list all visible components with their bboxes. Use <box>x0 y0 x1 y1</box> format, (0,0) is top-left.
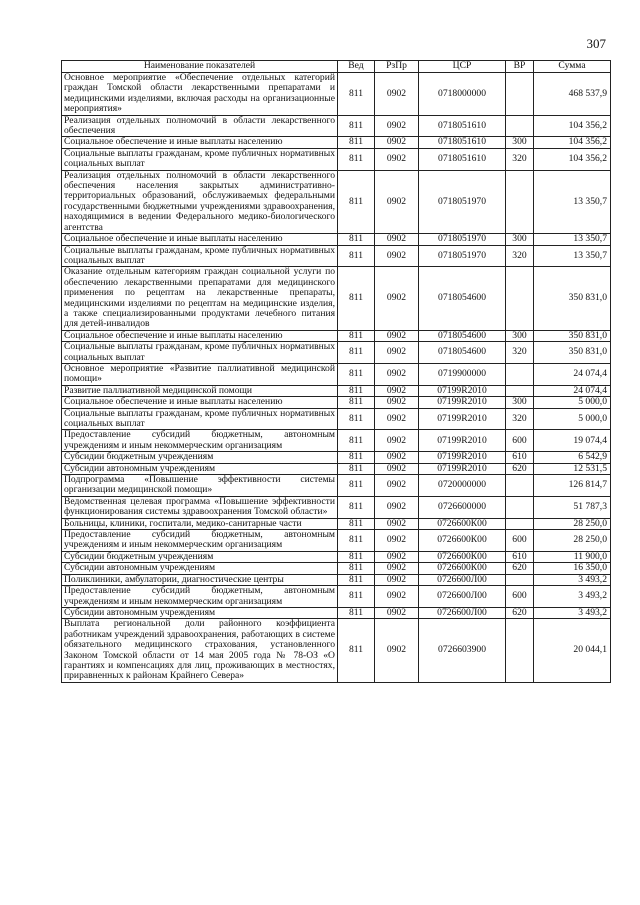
row-ved: 811 <box>338 245 375 267</box>
row-vr: 620 <box>506 463 534 474</box>
row-name: Оказание отдельным категориям граждан социальной услуги по обеспечению лекарственными препаратами для медицинского применения по рецептам на лекарственные препараты, медицинскими изделиями по рецептам на медицинские изделия, а также специализированными продуктами лечебного питания для детей-инвалидов <box>62 267 338 330</box>
row-sum: 13 350,7 <box>534 170 611 233</box>
row-name: Субсидии бюджетным учреждениям <box>62 551 338 562</box>
row-rzpr: 0902 <box>375 430 419 452</box>
row-vr <box>506 267 534 330</box>
row-sum: 104 356,2 <box>534 115 611 137</box>
row-vr: 620 <box>506 563 534 574</box>
row-rzpr: 0902 <box>375 551 419 562</box>
table-row <box>62 73 611 116</box>
row-rzpr: 0902 <box>375 496 419 518</box>
page-number: 307 <box>586 36 606 51</box>
row-sum: 3 493,2 <box>534 586 611 608</box>
table-row <box>62 245 611 267</box>
row-rzpr: 0902 <box>375 385 419 396</box>
row-rzpr: 0902 <box>375 148 419 170</box>
row-name: Социальное обеспечение и иные выплаты населению <box>62 234 338 245</box>
row-name: Социальные выплаты гражданам, кроме публичных нормативных социальных выплат <box>62 408 338 430</box>
row-sum: 5 000,0 <box>534 408 611 430</box>
row-csr: 0726600Л00 <box>419 574 506 585</box>
table-row <box>62 551 611 562</box>
row-ved: 811 <box>338 452 375 463</box>
row-ved: 811 <box>338 475 375 497</box>
row-vr <box>506 475 534 497</box>
row-ved: 811 <box>338 586 375 608</box>
table-row <box>62 363 611 385</box>
row-sum: 126 814,7 <box>534 475 611 497</box>
row-ved: 811 <box>338 551 375 562</box>
row-rzpr: 0902 <box>375 607 419 618</box>
row-ved: 811 <box>338 430 375 452</box>
row-name: Выплата региональной доли районного коэффициента работникам учреждений здравоохранения, работающих в системе обязательного медицинского страхования, установленного Законом Томской области от 14 мая 2005 года № 78-ОЗ «О гарантиях и компенсациях для лиц, проживающих в местностях, приравненных к районам Крайнего Севера» <box>62 619 338 682</box>
row-ved: 811 <box>338 115 375 137</box>
row-name: Социальные выплаты гражданам, кроме публичных нормативных социальных выплат <box>62 342 338 364</box>
row-rzpr: 0902 <box>375 330 419 341</box>
row-csr: 0718051970 <box>419 234 506 245</box>
row-csr: 0718054600 <box>419 342 506 364</box>
row-rzpr: 0902 <box>375 342 419 364</box>
row-ved: 811 <box>338 267 375 330</box>
row-csr: 0718051970 <box>419 245 506 267</box>
row-name: Предоставление субсидий бюджетным, автономным учреждениям и иным некоммерческим организациям <box>62 530 338 552</box>
row-name: Социальное обеспечение и иные выплаты населению <box>62 397 338 408</box>
table-row <box>62 137 611 148</box>
row-ved: 811 <box>338 574 375 585</box>
row-ved: 811 <box>338 397 375 408</box>
row-vr: 620 <box>506 607 534 618</box>
row-sum: 19 074,4 <box>534 430 611 452</box>
row-name: Предоставление субсидий бюджетным, автономным учреждениям и иным некоммерческим организациям <box>62 586 338 608</box>
row-vr: 320 <box>506 408 534 430</box>
row-vr: 300 <box>506 397 534 408</box>
row-csr: 07199R2010 <box>419 385 506 396</box>
row-csr: 0718054600 <box>419 267 506 330</box>
table-row <box>62 408 611 430</box>
table-row <box>62 170 611 233</box>
row-rzpr: 0902 <box>375 475 419 497</box>
row-csr: 07199R2010 <box>419 463 506 474</box>
table-row <box>62 607 611 618</box>
row-ved: 811 <box>338 330 375 341</box>
row-rzpr: 0902 <box>375 234 419 245</box>
row-name: Подпрограмма «Повышение эффективности системы организации медицинской помощи» <box>62 475 338 497</box>
row-rzpr: 0902 <box>375 170 419 233</box>
table-row <box>62 518 611 529</box>
row-sum: 350 831,0 <box>534 330 611 341</box>
row-rzpr: 0902 <box>375 563 419 574</box>
table-row <box>62 496 611 518</box>
table-row <box>62 330 611 341</box>
row-csr: 0726600Л00 <box>419 607 506 618</box>
row-ved: 811 <box>338 518 375 529</box>
row-rzpr: 0902 <box>375 530 419 552</box>
row-csr: 0726600Л00 <box>419 586 506 608</box>
row-sum: 51 787,3 <box>534 496 611 518</box>
row-sum: 104 356,2 <box>534 148 611 170</box>
row-rzpr: 0902 <box>375 452 419 463</box>
row-csr: 07199R2010 <box>419 408 506 430</box>
table-row <box>62 463 611 474</box>
table-row <box>62 148 611 170</box>
row-vr: 610 <box>506 551 534 562</box>
row-name: Реализация отдельных полномочий в области лекарственного обеспечения населения закрытых административно-территориальных образований, обслуживаемых федеральными государственными бюджетными учреждениями здравоохранения, находящимися в ведении Федерального медико-биологического агентства <box>62 170 338 233</box>
row-rzpr: 0902 <box>375 463 419 474</box>
row-csr: 0718051610 <box>419 115 506 137</box>
row-vr: 320 <box>506 148 534 170</box>
row-csr: 0719900000 <box>419 363 506 385</box>
row-vr <box>506 496 534 518</box>
row-csr: 0726600000 <box>419 496 506 518</box>
row-name: Социальное обеспечение и иные выплаты населению <box>62 330 338 341</box>
row-name: Поликлиники, амбулатории, диагностические центры <box>62 574 338 585</box>
row-ved: 811 <box>338 342 375 364</box>
header-csr: ЦСР <box>419 61 506 73</box>
row-rzpr: 0902 <box>375 267 419 330</box>
row-vr <box>506 574 534 585</box>
row-ved: 811 <box>338 408 375 430</box>
row-sum: 5 000,0 <box>534 397 611 408</box>
row-rzpr: 0902 <box>375 245 419 267</box>
row-sum: 12 531,5 <box>534 463 611 474</box>
row-vr <box>506 170 534 233</box>
table-row <box>62 475 611 497</box>
row-csr: 0718051610 <box>419 137 506 148</box>
row-name: Субсидии автономным учреждениям <box>62 463 338 474</box>
budget-table <box>61 60 611 683</box>
table-row <box>62 267 611 330</box>
row-vr: 610 <box>506 452 534 463</box>
header-vr: ВР <box>506 61 534 73</box>
table-row <box>62 452 611 463</box>
row-sum: 11 900,0 <box>534 551 611 562</box>
row-csr: 0718051970 <box>419 170 506 233</box>
row-ved: 811 <box>338 619 375 682</box>
table-row <box>62 115 611 137</box>
row-csr: 0726600К00 <box>419 551 506 562</box>
row-sum: 350 831,0 <box>534 342 611 364</box>
row-vr <box>506 73 534 116</box>
row-sum: 28 250,0 <box>534 530 611 552</box>
row-vr: 300 <box>506 137 534 148</box>
row-csr: 07199R2010 <box>419 397 506 408</box>
table-row <box>62 234 611 245</box>
row-rzpr: 0902 <box>375 574 419 585</box>
row-rzpr: 0902 <box>375 73 419 116</box>
row-name: Субсидии автономным учреждениям <box>62 607 338 618</box>
row-ved: 811 <box>338 496 375 518</box>
row-csr: 07199R2010 <box>419 430 506 452</box>
row-ved: 811 <box>338 463 375 474</box>
row-rzpr: 0902 <box>375 115 419 137</box>
row-csr: 07199R2010 <box>419 452 506 463</box>
row-vr <box>506 518 534 529</box>
row-name: Субсидии автономным учреждениям <box>62 563 338 574</box>
row-vr <box>506 363 534 385</box>
header-ved: Вед <box>338 61 375 73</box>
row-vr: 300 <box>506 234 534 245</box>
row-sum: 468 537,9 <box>534 73 611 116</box>
row-name: Социальные выплаты гражданам, кроме публичных нормативных социальных выплат <box>62 245 338 267</box>
table-row <box>62 530 611 552</box>
row-ved: 811 <box>338 563 375 574</box>
row-vr <box>506 619 534 682</box>
table-row <box>62 563 611 574</box>
header-rzpr: РзПр <box>375 61 419 73</box>
header-sum: Сумма <box>534 61 611 73</box>
row-rzpr: 0902 <box>375 619 419 682</box>
row-name: Ведомственная целевая программа «Повышение эффективности функционирования системы здравоохранения Томской области» <box>62 496 338 518</box>
row-csr: 0718051610 <box>419 148 506 170</box>
row-ved: 811 <box>338 148 375 170</box>
row-vr: 300 <box>506 330 534 341</box>
row-ved: 811 <box>338 137 375 148</box>
row-vr: 600 <box>506 530 534 552</box>
row-ved: 811 <box>338 607 375 618</box>
row-rzpr: 0902 <box>375 408 419 430</box>
row-csr: 0726600К00 <box>419 563 506 574</box>
row-csr: 0726600К00 <box>419 518 506 529</box>
row-sum: 24 074,4 <box>534 385 611 396</box>
row-ved: 811 <box>338 530 375 552</box>
row-sum: 3 493,2 <box>534 574 611 585</box>
row-rzpr: 0902 <box>375 397 419 408</box>
row-sum: 350 831,0 <box>534 267 611 330</box>
row-csr: 0726603900 <box>419 619 506 682</box>
table-row <box>62 619 611 682</box>
row-sum: 20 044,1 <box>534 619 611 682</box>
row-sum: 6 542,9 <box>534 452 611 463</box>
row-ved: 811 <box>338 73 375 116</box>
row-name: Развитие паллиативной медицинской помощи <box>62 385 338 396</box>
row-sum: 16 350,0 <box>534 563 611 574</box>
row-vr: 320 <box>506 245 534 267</box>
row-name: Основное мероприятие «Развитие паллиативной медицинской помощи» <box>62 363 338 385</box>
row-rzpr: 0902 <box>375 586 419 608</box>
row-csr: 0718054600 <box>419 330 506 341</box>
row-vr: 600 <box>506 586 534 608</box>
row-name: Основное мероприятие «Обеспечение отдельных категорий граждан Томской области лекарственными препаратами и медицинскими изделиями, включая расходы на организационные мероприятия» <box>62 73 338 116</box>
table-row <box>62 586 611 608</box>
row-sum: 13 350,7 <box>534 245 611 267</box>
row-sum: 28 250,0 <box>534 518 611 529</box>
row-rzpr: 0902 <box>375 518 419 529</box>
row-name: Субсидии бюджетным учреждениям <box>62 452 338 463</box>
row-ved: 811 <box>338 170 375 233</box>
row-name: Социальные выплаты гражданам, кроме публичных нормативных социальных выплат <box>62 148 338 170</box>
row-sum: 104 356,2 <box>534 137 611 148</box>
row-csr: 0720000000 <box>419 475 506 497</box>
row-rzpr: 0902 <box>375 363 419 385</box>
row-csr: 0718000000 <box>419 73 506 116</box>
row-ved: 811 <box>338 385 375 396</box>
row-vr: 600 <box>506 430 534 452</box>
row-name: Больницы, клиники, госпитали, медико-санитарные части <box>62 518 338 529</box>
table-row <box>62 430 611 452</box>
header-name: Наименование показателей <box>62 61 338 73</box>
table-header-row <box>62 61 611 73</box>
row-name: Предоставление субсидий бюджетным, автономным учреждениям и иным некоммерческим организациям <box>62 430 338 452</box>
table-row <box>62 385 611 396</box>
row-name: Реализация отдельных полномочий в области лекарственного обеспечения <box>62 115 338 137</box>
row-vr: 320 <box>506 342 534 364</box>
table-row <box>62 397 611 408</box>
row-name: Социальное обеспечение и иные выплаты населению <box>62 137 338 148</box>
table-row <box>62 342 611 364</box>
table-row <box>62 574 611 585</box>
row-ved: 811 <box>338 234 375 245</box>
row-rzpr: 0902 <box>375 137 419 148</box>
row-vr <box>506 115 534 137</box>
row-vr <box>506 385 534 396</box>
row-sum: 3 493,2 <box>534 607 611 618</box>
row-ved: 811 <box>338 363 375 385</box>
row-csr: 0726600К00 <box>419 530 506 552</box>
row-sum: 13 350,7 <box>534 234 611 245</box>
row-sum: 24 074,4 <box>534 363 611 385</box>
